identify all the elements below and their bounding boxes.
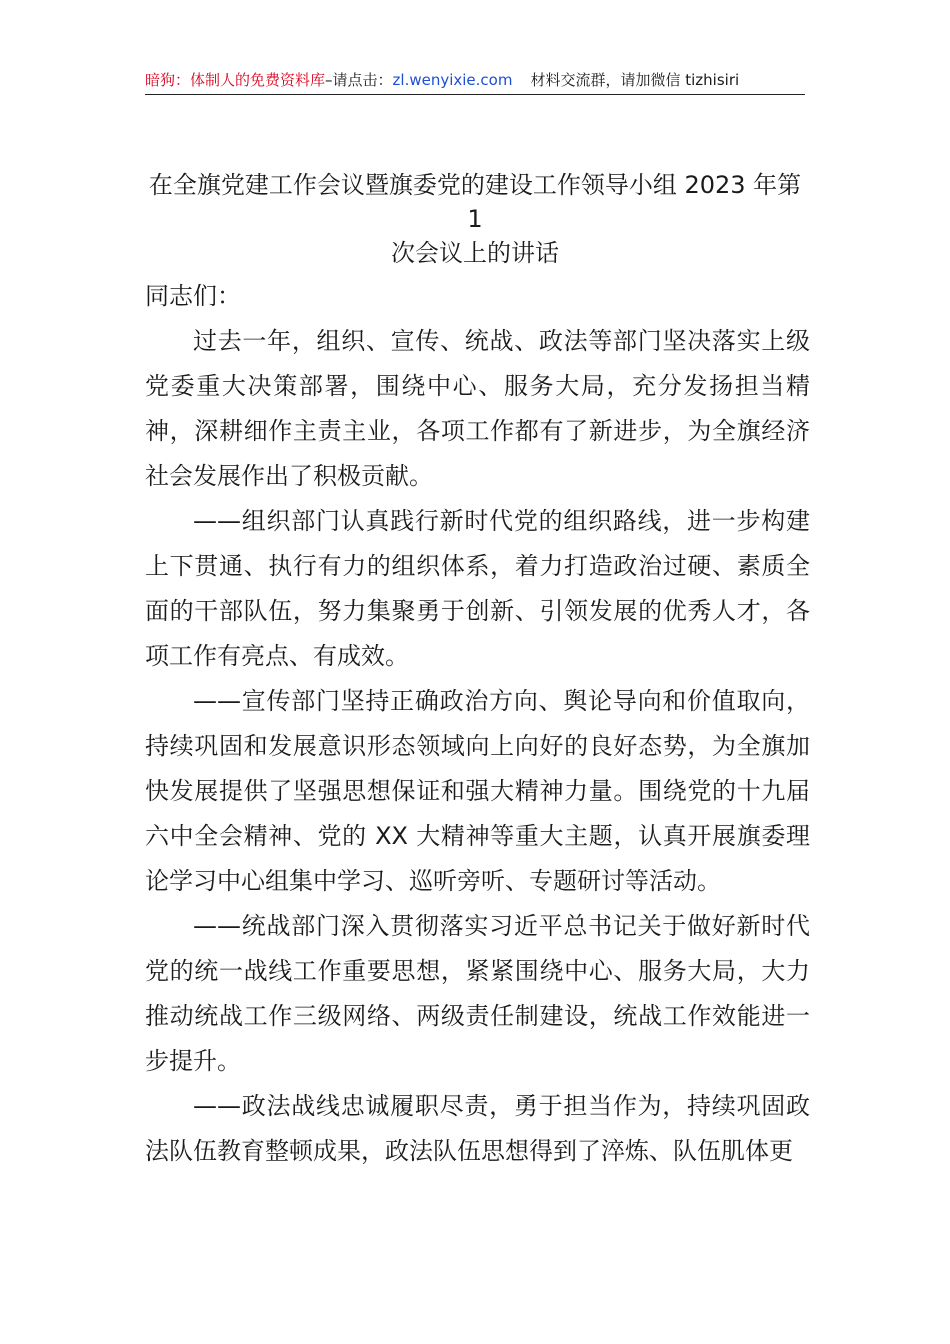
header-brand: 暗狗：体制人的免费资料库 [145, 71, 326, 89]
header-group-note: 材料交流群，请加微信 tizhisiri [530, 71, 740, 89]
page-header [145, 68, 805, 95]
document-body [145, 274, 810, 1174]
header-separator: –请点击： [325, 71, 393, 89]
paragraph-intro: 过去一年，组织、宣传、统战、政法等部门坚决落实上级党委重大决策部署，围绕中心、服务大局，充分发扬担当精神，深耕细作主责主业，各项工作都有了新进步，为全旗经济社会发展作出了积极贡献。 [145, 327, 810, 490]
paragraph-united-front: ——统战部门深入贯彻落实习近平总书记关于做好新时代党的统一战线工作重要思想，紧紧围绕中心、服务大局，大力推动统战工作三级网络、两级责任制建设，统战工作效能进一步提升。 [145, 912, 810, 1075]
title-line-1: 在全旗党建工作会议暨旗委党的建设工作领导小组 2023 年第 1 [148, 171, 802, 233]
title-line-2: 次会议上的讲话 [391, 239, 559, 267]
paragraph-political-legal: ——政法战线忠诚履职尽责，勇于担当作为，持续巩固政法队伍教育整顿成果，政法队伍思想得到了淬炼、队伍肌体更 [145, 1092, 810, 1165]
paragraph-publicity: ——宣传部门坚持正确政治方向、舆论导向和价值取向，持续巩固和发展意识形态领域向上向好的良好态势，为全旗加快发展提供了坚强思想保证和强大精神力量。围绕党的十九届六中全会精神、党的 XX 大精神等重大主题，认真开展旗委理论学习中心组集中学习、巡听旁听、专题研讨等活动。 [145, 687, 810, 895]
paragraph-organization: ——组织部门认真践行新时代党的组织路线，进一步构建上下贯通、执行有力的组织体系，着力打造政治过硬、素质全面的干部队伍，努力集聚勇于创新、引领发展的优秀人才，各项工作有亮点、有成效。 [145, 507, 810, 670]
header-link[interactable]: zl.wenyixie.com [392, 71, 513, 89]
salutation: 同志们： [145, 282, 241, 310]
document-title [145, 168, 805, 270]
